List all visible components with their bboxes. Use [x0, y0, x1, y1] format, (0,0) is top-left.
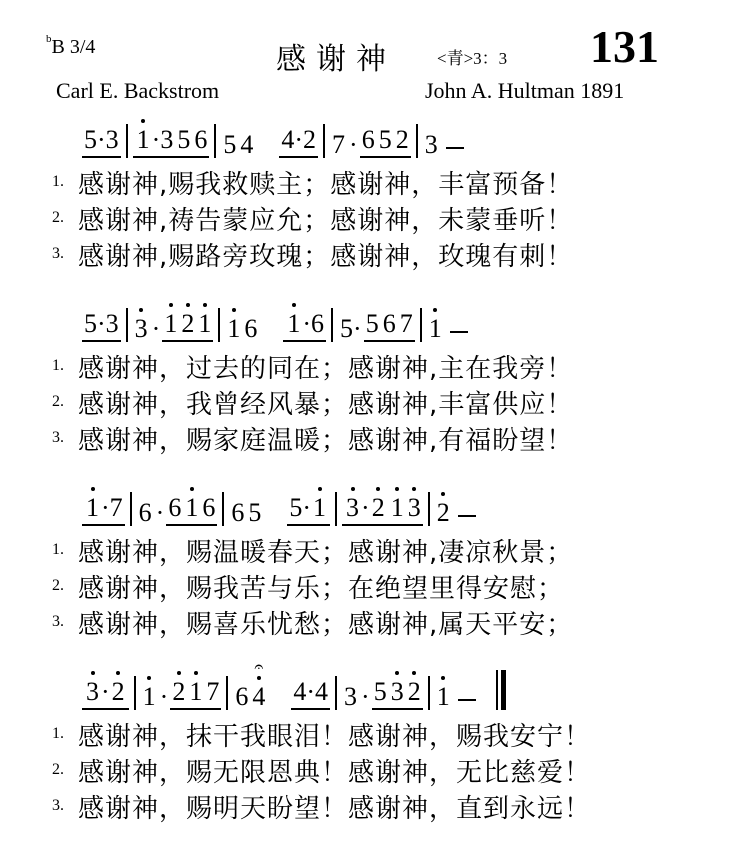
- verse-number: 2.: [52, 393, 64, 410]
- notation-line: [82, 118, 470, 158]
- verse-number: 3.: [52, 613, 64, 630]
- lyric-text: 感谢神，赐我苦与乐；在绝望里得安慰；: [78, 573, 565, 604]
- notation-line: [82, 302, 474, 342]
- notation-symbol: 6: [244, 314, 258, 343]
- verse-number: 1.: [52, 725, 64, 742]
- notation-symbol: 2: [406, 679, 423, 710]
- composer-name: John A. Hultman 1891: [425, 78, 625, 103]
- lyric-text: 感谢神，过去的同在；感谢神,主在我旁！: [78, 353, 574, 384]
- barline: [420, 308, 422, 342]
- notation-symbol: 5·: [340, 314, 362, 343]
- verse-number: 3.: [52, 797, 64, 814]
- barline: [335, 676, 337, 710]
- notation-symbol: 2: [436, 498, 450, 527]
- lyricist-name: Carl E. Backstrom: [56, 78, 220, 103]
- notation-line: [82, 659, 506, 711]
- barline: [134, 676, 136, 710]
- notation-symbol: 3: [424, 130, 438, 159]
- lyric-line-3: [52, 606, 573, 638]
- flat-mark: b: [46, 33, 52, 46]
- notation-symbol: 1: [142, 682, 156, 711]
- notation-symbol: 6: [192, 127, 209, 158]
- notation-symbol: ·: [159, 682, 169, 711]
- notation-symbol: ·: [349, 130, 358, 159]
- lyric-text: 感谢神，赐无限恩典！感谢神，无比慈爱！: [78, 757, 592, 788]
- notation-symbol: 3·2: [82, 679, 129, 710]
- notation-symbol: [446, 147, 464, 149]
- hymn-title: 感谢神: [276, 42, 396, 77]
- notation-symbol: 2: [371, 493, 385, 522]
- notation-symbol: 5: [223, 130, 237, 159]
- notation-symbol: 7: [332, 130, 346, 159]
- notation-symbol: 1: [436, 682, 450, 711]
- lyric-text: 感谢神，赐家庭温暖；感谢神,有福盼望！: [78, 425, 574, 456]
- verse-number: 3.: [52, 245, 64, 262]
- barline: [218, 308, 220, 342]
- notation-symbol: 6: [200, 495, 217, 526]
- notation-symbol: 6: [166, 495, 183, 526]
- barline: [214, 124, 216, 158]
- notation-symbol: 6: [360, 127, 377, 158]
- notation-symbol: 5: [248, 498, 262, 527]
- barline: [416, 124, 418, 158]
- notation-symbol: 5: [175, 127, 192, 158]
- note-group: 5·3: [82, 127, 121, 158]
- verse-number: 2.: [52, 577, 64, 594]
- notation-symbol: ·: [155, 498, 165, 527]
- notation-symbol: 6: [381, 311, 398, 342]
- barline: [130, 492, 132, 526]
- notation-symbol: 1: [187, 679, 204, 710]
- lyric-line-1: [52, 350, 573, 382]
- notation-symbol: ·: [151, 314, 161, 343]
- verse-number: 2.: [52, 209, 64, 226]
- lyric-text: 感谢神，抹干我眼泪！感谢神，赐我安宁！: [78, 721, 592, 752]
- lyric-line-3: [52, 238, 573, 270]
- note-group: 1·3: [133, 127, 176, 158]
- notation-symbol: 3: [346, 493, 360, 522]
- verse-number: 3.: [52, 429, 64, 446]
- fermata-icon: 𝄐: [254, 659, 264, 676]
- notation-symbol: 2: [111, 677, 125, 706]
- notation-symbol: 5: [372, 679, 389, 710]
- notation-symbol: 1: [389, 495, 406, 526]
- lyric-text: 感谢神，我曾经风暴；感谢神,丰富供应！: [78, 389, 574, 420]
- notation-symbol: 1: [287, 309, 301, 338]
- lyric-text: 感谢神,祷告蒙应允；感谢神，未蒙垂听！: [78, 205, 574, 236]
- final-barline: [496, 670, 498, 710]
- notation-symbol: 5·1: [287, 495, 330, 526]
- notation-symbol: 1: [162, 311, 179, 342]
- lyric-text: 感谢神,赐我救赎主；感谢神，丰富预备！: [78, 169, 574, 200]
- barline: [323, 124, 325, 158]
- notation-symbol: 3: [86, 677, 99, 706]
- notation-symbol: 1: [313, 493, 327, 522]
- notation-symbol: 6: [138, 498, 152, 527]
- lyric-line-1: [52, 166, 573, 198]
- verse-number: 1.: [52, 357, 64, 374]
- notation-symbol: 1: [86, 493, 99, 522]
- lyric-line-2: [52, 754, 591, 786]
- barline: [222, 492, 224, 526]
- lyric-line-2: [52, 570, 564, 602]
- notation-symbol: 1: [227, 314, 241, 343]
- notation-symbol: 3: [134, 314, 148, 343]
- notation-symbol: ·: [361, 682, 370, 711]
- lyric-text: 感谢神，赐温暖春天；感谢神,凄凉秋景；: [78, 537, 574, 568]
- lyric-text: 感谢神，赐明天盼望！感谢神，直到永远！: [78, 793, 592, 824]
- notation-symbol: 3·2: [342, 495, 389, 526]
- notation-symbol: 1·6: [283, 311, 326, 342]
- lyric-line-2: [52, 386, 573, 418]
- verse-number: 2.: [52, 761, 64, 778]
- notation-symbol: 4·4: [291, 679, 330, 710]
- lyric-line-2: [52, 202, 573, 234]
- notation-symbol: 4 𝄐: [252, 659, 266, 711]
- notation-symbol: 5: [377, 127, 394, 158]
- notation-symbol: 6: [235, 682, 249, 711]
- notation-symbol: 3: [406, 495, 423, 526]
- key-text: B 3/4: [51, 36, 96, 58]
- notation-symbol: 7: [398, 311, 415, 342]
- barline: [126, 124, 128, 158]
- notation-symbol: 1: [196, 311, 213, 342]
- notation-symbol: 2: [179, 311, 196, 342]
- notation-symbol: [501, 670, 506, 710]
- notation-symbol: 7: [204, 679, 221, 710]
- notation-line: [82, 486, 482, 526]
- lyric-line-3: [52, 790, 591, 822]
- notation-symbol: 5: [364, 311, 381, 342]
- barline: [335, 492, 337, 526]
- lyric-text: 感谢神，赐喜乐忧愁；感谢神,属天平安；: [78, 609, 574, 640]
- notation-symbol: 1: [183, 495, 200, 526]
- notation-symbol: 5·3: [82, 311, 121, 342]
- verse-number: 1.: [52, 541, 64, 558]
- notation-symbol: [458, 699, 476, 701]
- barline: [126, 308, 128, 342]
- verse-number: 1.: [52, 173, 64, 190]
- lyric-line-3: [52, 422, 573, 454]
- lyric-line-1: [52, 718, 591, 750]
- notation-symbol: [450, 331, 468, 333]
- notation-symbol: 1: [428, 314, 442, 343]
- notation-symbol: [458, 515, 476, 517]
- notation-symbol: 4: [240, 130, 254, 159]
- barline: [428, 492, 430, 526]
- barline: [428, 676, 430, 710]
- tune-reference: <青>3：3: [437, 49, 508, 68]
- lyric-text: 感谢神,赐路旁玫瑰；感谢神，玫瑰有刺！: [78, 241, 574, 272]
- notation-symbol: 2: [170, 679, 187, 710]
- notation-symbol: 6: [231, 498, 245, 527]
- barline: [331, 308, 333, 342]
- barline: [226, 676, 228, 710]
- notation-symbol: 4·2: [279, 127, 318, 158]
- notation-symbol: 3: [344, 682, 358, 711]
- notation-symbol: 1: [136, 125, 150, 154]
- hymn-number: 131: [590, 21, 659, 72]
- key-signature: [46, 33, 96, 59]
- notation-symbol: 3: [389, 679, 406, 710]
- notation-symbol: 1·7: [82, 495, 125, 526]
- lyric-line-1: [52, 534, 573, 566]
- notation-symbol: 2: [394, 127, 411, 158]
